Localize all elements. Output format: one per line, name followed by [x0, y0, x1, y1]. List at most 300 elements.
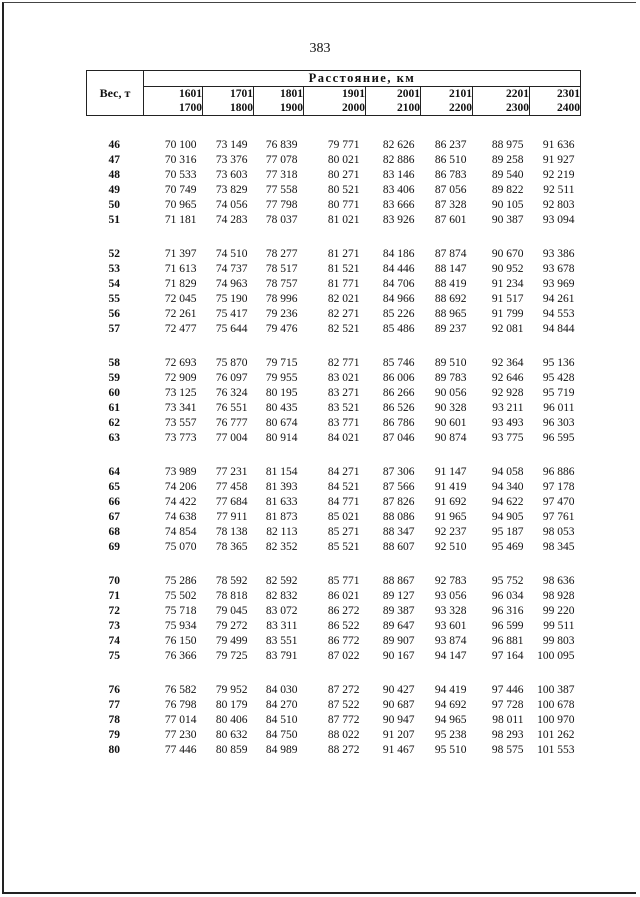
tariff-value-cell: 85 226 — [382, 308, 415, 320]
tariff-value-cell: 82 352 — [265, 541, 298, 553]
tariff-value-cell: 90 387 — [491, 214, 524, 226]
tariff-value-cell: 88 272 — [327, 744, 360, 756]
tariff-value-cell: 76 798 — [164, 699, 197, 711]
tariff-value-cell: 94 692 — [434, 699, 467, 711]
tariff-value-cell: 93 056 — [434, 590, 467, 602]
weight-cell: 69 — [108, 541, 120, 553]
table-row — [87, 322, 581, 337]
tariff-value-cell: 90 601 — [434, 417, 467, 429]
tariff-value-cell: 82 626 — [382, 139, 415, 151]
tariff-value-cell: 93 211 — [492, 402, 524, 414]
tariff-value-cell: 94 965 — [434, 714, 467, 726]
tariff-value-cell: 101 553 — [537, 744, 575, 756]
tariff-value-cell: 98 928 — [542, 590, 575, 602]
tariff-value-cell: 91 799 — [491, 308, 524, 320]
tariff-value-cell: 79 715 — [265, 357, 298, 369]
tariff-value-cell: 94 844 — [542, 323, 575, 335]
tariff-value-cell: 101 262 — [537, 729, 575, 741]
tariff-value-cell: 78 138 — [215, 526, 248, 538]
tariff-value-cell: 89 822 — [491, 184, 524, 196]
tariff-value-cell: 95 187 — [491, 526, 524, 538]
tariff-value-cell: 73 829 — [215, 184, 248, 196]
tariff-value-cell: 73 341 — [164, 402, 197, 414]
tariff-value-cell: 75 190 — [215, 293, 248, 305]
tariff-value-cell: 76 097 — [215, 372, 248, 384]
tariff-value-cell: 98 345 — [542, 541, 575, 553]
tariff-value-cell: 84 706 — [382, 278, 415, 290]
tariff-value-cell: 75 718 — [164, 605, 197, 617]
table-row — [87, 480, 581, 495]
tariff-value-cell: 72 261 — [164, 308, 197, 320]
tariff-value-cell: 72 045 — [164, 293, 197, 305]
tariff-value-cell: 72 693 — [164, 357, 197, 369]
tariff-value-cell: 97 178 — [542, 481, 575, 493]
table-row — [87, 589, 581, 604]
tariff-value-cell: 77 446 — [164, 744, 197, 756]
tariff-value-cell: 79 272 — [215, 620, 248, 632]
tariff-value-cell: 89 783 — [434, 372, 467, 384]
table-row — [87, 386, 581, 401]
range-to: 2100 — [397, 102, 420, 114]
tariff-value-cell: 92 081 — [491, 323, 524, 335]
tariff-value-cell: 92 646 — [491, 372, 524, 384]
tariff-value-cell: 100 970 — [537, 714, 575, 726]
table-row — [87, 431, 581, 446]
tariff-value-cell: 80 914 — [265, 432, 298, 444]
tariff-value-cell: 96 011 — [543, 402, 575, 414]
tariff-value-cell: 91 467 — [382, 744, 415, 756]
weight-cell: 56 — [108, 308, 120, 320]
weight-cell: 47 — [108, 154, 120, 166]
tariff-value-cell: 80 271 — [327, 169, 360, 181]
weight-cell: 49 — [108, 184, 120, 196]
range-from: 1601 — [179, 88, 202, 100]
group-separator — [87, 228, 581, 247]
weight-cell: 76 — [108, 684, 120, 696]
range-from: 2301 — [557, 88, 580, 100]
tariff-value-cell: 90 952 — [491, 263, 524, 275]
tariff-value-cell: 73 149 — [215, 139, 248, 151]
tariff-value-cell: 93 601 — [434, 620, 467, 632]
tariff-value-cell: 80 406 — [215, 714, 248, 726]
tariff-value-cell: 91 517 — [491, 293, 524, 305]
table-row — [87, 153, 581, 168]
tariff-value-cell: 86 772 — [327, 635, 360, 647]
tariff-value-cell: 76 582 — [164, 684, 197, 696]
tariff-value-cell: 98 011 — [492, 714, 524, 726]
tariff-value-cell: 89 127 — [382, 590, 415, 602]
tariff-value-cell: 78 277 — [265, 248, 298, 260]
tariff-value-cell: 89 647 — [382, 620, 415, 632]
tariff-value-cell: 74 854 — [164, 526, 197, 538]
group-separator — [87, 664, 581, 683]
range-header — [304, 87, 366, 116]
tariff-value-cell: 92 783 — [434, 575, 467, 587]
table-row — [87, 495, 581, 510]
tariff-value-cell: 74 056 — [215, 199, 248, 211]
tariff-value-cell: 75 286 — [164, 575, 197, 587]
tariff-value-cell: 75 502 — [164, 590, 197, 602]
tariff-value-cell: 87 772 — [327, 714, 360, 726]
weight-cell: 65 — [108, 481, 120, 493]
tariff-value-cell: 92 364 — [491, 357, 524, 369]
tariff-value-cell: 79 725 — [215, 650, 248, 662]
tariff-value-cell: 75 644 — [215, 323, 248, 335]
tariff-value-cell: 78 365 — [215, 541, 248, 553]
tariff-value-cell: 93 678 — [542, 263, 575, 275]
tariff-value-cell: 88 975 — [491, 139, 524, 151]
tariff-value-cell: 76 324 — [215, 387, 248, 399]
group-separator — [87, 116, 581, 139]
tariff-value-cell: 79 045 — [215, 605, 248, 617]
tariff-value-cell: 83 146 — [382, 169, 415, 181]
separator-cell — [87, 664, 581, 683]
table-row — [87, 168, 581, 183]
range-header — [254, 87, 304, 116]
tariff-value-cell: 82 592 — [265, 575, 298, 587]
tariff-value-cell: 93 874 — [434, 635, 467, 647]
table-row — [87, 356, 581, 371]
tariff-value-cell: 78 757 — [265, 278, 298, 290]
tariff-value-cell: 74 422 — [164, 496, 197, 508]
tariff-value-cell: 82 271 — [327, 308, 360, 320]
tariff-value-cell: 74 283 — [215, 214, 248, 226]
tariff-value-cell: 76 551 — [215, 402, 248, 414]
tariff-value-cell: 70 965 — [164, 199, 197, 211]
separator-cell — [87, 228, 581, 247]
tariff-value-cell: 86 006 — [382, 372, 415, 384]
tariff-value-cell: 84 966 — [382, 293, 415, 305]
tariff-value-cell: 73 376 — [215, 154, 248, 166]
tariff-value-cell: 77 911 — [216, 511, 248, 523]
separator-cell — [87, 555, 581, 574]
tariff-value-cell: 77 798 — [265, 199, 298, 211]
tariff-value-cell: 87 306 — [382, 466, 415, 478]
tariff-value-cell: 84 271 — [327, 466, 360, 478]
tariff-value-cell: 91 234 — [491, 278, 524, 290]
tariff-value-cell: 79 771 — [327, 139, 360, 151]
tariff-value-cell: 88 086 — [382, 511, 415, 523]
tariff-value-cell: 82 021 — [327, 293, 360, 305]
tariff-value-cell: 94 058 — [491, 466, 524, 478]
tariff-value-cell: 83 521 — [327, 402, 360, 414]
tariff-value-cell: 91 965 — [434, 511, 467, 523]
tariff-value-cell: 73 603 — [215, 169, 248, 181]
tariff-value-cell: 86 021 — [327, 590, 360, 602]
table-row — [87, 525, 581, 540]
tariff-value-cell: 89 237 — [434, 323, 467, 335]
range-to: 2400 — [557, 102, 580, 114]
tariff-value-cell: 76 366 — [164, 650, 197, 662]
tariff-value-cell: 86 266 — [382, 387, 415, 399]
tariff-value-cell: 96 599 — [491, 620, 524, 632]
range-from: 2001 — [397, 88, 420, 100]
tariff-value-cell: 83 311 — [266, 620, 298, 632]
weight-cell: 67 — [108, 511, 120, 523]
distance-column-header: Расстояние, км — [144, 71, 581, 87]
tariff-value-cell: 83 551 — [265, 635, 298, 647]
tariff-value-cell: 87 272 — [327, 684, 360, 696]
tariff-value-cell: 71 613 — [164, 263, 197, 275]
range-from: 1901 — [342, 88, 365, 100]
tariff-value-cell: 78 037 — [265, 214, 298, 226]
tariff-value-cell: 95 510 — [434, 744, 467, 756]
tariff-value-cell: 99 803 — [542, 635, 575, 647]
range-header — [473, 87, 530, 116]
weight-cell: 80 — [108, 744, 120, 756]
table-row — [87, 510, 581, 525]
tariff-value-cell: 76 777 — [215, 417, 248, 429]
tariff-value-cell: 77 230 — [164, 729, 197, 741]
weight-cell: 46 — [108, 139, 120, 151]
tariff-value-cell: 90 328 — [434, 402, 467, 414]
tariff-value-cell: 97 470 — [542, 496, 575, 508]
tariff-value-cell: 91 147 — [434, 466, 467, 478]
tariff-value-cell: 70 100 — [164, 139, 197, 151]
table-row — [87, 262, 581, 277]
tariff-value-cell: 95 469 — [491, 541, 524, 553]
tariff-value-cell: 82 771 — [327, 357, 360, 369]
tariff-value-cell: 79 952 — [215, 684, 248, 696]
tariff-value-cell: 85 746 — [382, 357, 415, 369]
tariff-value-cell: 89 387 — [382, 605, 415, 617]
tariff-value-cell: 96 316 — [491, 605, 524, 617]
tariff-value-cell: 86 237 — [434, 139, 467, 151]
tariff-value-cell: 85 486 — [382, 323, 415, 335]
tariff-value-cell: 91 636 — [542, 139, 575, 151]
tariff-value-cell: 89 510 — [434, 357, 467, 369]
table-row — [87, 213, 581, 228]
tariff-value-cell: 73 773 — [164, 432, 197, 444]
table-row — [87, 401, 581, 416]
tariff-value-cell: 78 592 — [215, 575, 248, 587]
tariff-value-cell: 81 393 — [265, 481, 298, 493]
tariff-value-cell: 92 237 — [434, 526, 467, 538]
weight-cell: 48 — [108, 169, 120, 181]
tariff-value-cell: 74 510 — [215, 248, 248, 260]
tariff-value-cell: 94 147 — [434, 650, 467, 662]
tariff-value-cell: 71 397 — [164, 248, 197, 260]
tariff-value-cell: 92 510 — [434, 541, 467, 553]
tariff-value-cell: 97 446 — [491, 684, 524, 696]
tariff-value-cell: 77 078 — [265, 154, 298, 166]
tariff-value-cell: 86 526 — [382, 402, 415, 414]
tariff-value-cell: 83 791 — [265, 650, 298, 662]
tariff-value-cell: 80 195 — [265, 387, 298, 399]
tariff-value-cell: 92 219 — [542, 169, 575, 181]
range-to: 1800 — [230, 102, 253, 114]
tariff-value-cell: 84 446 — [382, 263, 415, 275]
tariff-value-cell: 88 022 — [327, 729, 360, 741]
table-row — [87, 183, 581, 198]
tariff-value-cell: 85 021 — [327, 511, 360, 523]
range-from: 1701 — [230, 88, 253, 100]
tariff-value-cell: 85 771 — [327, 575, 360, 587]
tariff-value-cell: 87 328 — [434, 199, 467, 211]
tariff-value-cell: 83 271 — [327, 387, 360, 399]
tariff-value-cell: 75 870 — [215, 357, 248, 369]
weight-cell: 79 — [108, 729, 120, 741]
tariff-value-cell: 86 272 — [327, 605, 360, 617]
tariff-value-cell: 80 632 — [215, 729, 248, 741]
tariff-value-cell: 84 030 — [265, 684, 298, 696]
tariff-value-cell: 72 477 — [164, 323, 197, 335]
weight-cell: 61 — [108, 402, 120, 414]
tariff-value-cell: 73 989 — [164, 466, 197, 478]
weight-cell: 71 — [108, 590, 120, 602]
tariff-value-cell: 98 575 — [491, 744, 524, 756]
tariff-value-cell: 83 926 — [382, 214, 415, 226]
weight-cell: 58 — [108, 357, 120, 369]
tariff-value-cell: 97 728 — [491, 699, 524, 711]
weight-cell: 75 — [108, 650, 120, 662]
tariff-value-cell: 93 969 — [542, 278, 575, 290]
tariff-value-cell: 82 832 — [265, 590, 298, 602]
tariff-value-cell: 83 771 — [327, 417, 360, 429]
tariff-value-cell: 90 670 — [491, 248, 524, 260]
tariff-value-cell: 93 493 — [491, 417, 524, 429]
tariff-value-cell: 88 419 — [434, 278, 467, 290]
range-from: 1801 — [280, 88, 303, 100]
tariff-value-cell: 86 510 — [434, 154, 467, 166]
tariff-value-cell: 79 499 — [215, 635, 248, 647]
range-from: 2101 — [449, 88, 472, 100]
range-header — [366, 87, 421, 116]
tariff-value-cell: 90 167 — [382, 650, 415, 662]
tariff-value-cell: 78 517 — [265, 263, 298, 275]
tariff-value-cell: 81 521 — [327, 263, 360, 275]
tariff-value-cell: 87 046 — [382, 432, 415, 444]
table-row — [87, 604, 581, 619]
tariff-value-cell: 93 386 — [542, 248, 575, 260]
tariff-value-cell: 82 113 — [266, 526, 298, 538]
weight-cell: 55 — [108, 293, 120, 305]
tariff-value-cell: 76 839 — [265, 139, 298, 151]
tariff-value-cell: 78 996 — [265, 293, 298, 305]
tariff-value-cell: 88 867 — [382, 575, 415, 587]
tariff-value-cell: 90 687 — [382, 699, 415, 711]
table-row — [87, 574, 581, 589]
tariff-value-cell: 95 719 — [542, 387, 575, 399]
table-row — [87, 540, 581, 555]
tariff-value-cell: 83 072 — [265, 605, 298, 617]
tariff-value-cell: 87 601 — [434, 214, 467, 226]
tariff-value-cell: 96 595 — [542, 432, 575, 444]
tariff-value-cell: 98 293 — [491, 729, 524, 741]
tariff-value-cell: 74 963 — [215, 278, 248, 290]
tariff-value-cell: 84 186 — [382, 248, 415, 260]
tariff-value-cell: 96 881 — [491, 635, 524, 647]
table-row — [87, 277, 581, 292]
tariff-value-cell: 97 761 — [542, 511, 575, 523]
page-number: 383 — [309, 41, 331, 56]
tariff-value-cell: 70 749 — [164, 184, 197, 196]
tariff-value-cell: 77 004 — [215, 432, 248, 444]
tariff-value-cell: 86 786 — [382, 417, 415, 429]
weight-cell: 51 — [108, 214, 120, 226]
tariff-value-cell: 88 607 — [382, 541, 415, 553]
tariff-value-cell: 87 056 — [434, 184, 467, 196]
table-row — [87, 743, 581, 758]
weight-cell: 59 — [108, 372, 120, 384]
tariff-value-cell: 75 417 — [215, 308, 248, 320]
weight-cell: 63 — [108, 432, 120, 444]
tariff-value-cell: 74 638 — [164, 511, 197, 523]
tariff-value-cell: 89 540 — [491, 169, 524, 181]
separator-cell — [87, 446, 581, 465]
weight-cell: 54 — [108, 278, 120, 290]
table-row — [87, 247, 581, 262]
table-row — [87, 619, 581, 634]
table-row — [87, 138, 581, 153]
weight-cell: 77 — [108, 699, 120, 711]
tariff-value-cell: 95 136 — [542, 357, 575, 369]
tariff-value-cell: 75 934 — [164, 620, 197, 632]
tariff-value-cell: 80 021 — [327, 154, 360, 166]
tariff-value-cell: 77 458 — [215, 481, 248, 493]
range-header — [530, 87, 581, 116]
tariff-value-cell: 81 021 — [327, 214, 360, 226]
weight-cell: 74 — [108, 635, 120, 647]
tariff-value-cell: 80 674 — [265, 417, 298, 429]
range-header — [421, 87, 473, 116]
tariff-value-cell: 77 231 — [215, 466, 248, 478]
tariff-value-cell: 80 771 — [327, 199, 360, 211]
tariff-value-cell: 87 522 — [327, 699, 360, 711]
tariff-value-cell: 85 521 — [327, 541, 360, 553]
table-body — [87, 116, 581, 759]
tariff-value-cell: 92 803 — [542, 199, 575, 211]
weight-cell: 78 — [108, 714, 120, 726]
tariff-value-cell: 95 238 — [434, 729, 467, 741]
tariff-value-cell: 81 154 — [265, 466, 298, 478]
weight-cell: 66 — [108, 496, 120, 508]
tariff-value-cell: 71 181 — [164, 214, 197, 226]
tariff-value-cell: 90 427 — [382, 684, 415, 696]
tariff-value-cell: 77 014 — [164, 714, 197, 726]
weight-cell: 53 — [108, 263, 120, 275]
table-row — [87, 416, 581, 431]
weight-cell: 73 — [108, 620, 120, 632]
tariff-value-cell: 78 818 — [215, 590, 248, 602]
tariff-value-cell: 90 947 — [382, 714, 415, 726]
tariff-value-cell: 86 522 — [327, 620, 360, 632]
tariff-value-cell: 80 179 — [215, 699, 248, 711]
range-from: 2201 — [506, 88, 529, 100]
tariff-value-cell: 76 150 — [164, 635, 197, 647]
tariff-value-cell: 83 666 — [382, 199, 415, 211]
weight-cell: 50 — [108, 199, 120, 211]
tariff-value-cell: 84 521 — [327, 481, 360, 493]
table-row — [87, 371, 581, 386]
tariff-value-cell: 77 684 — [215, 496, 248, 508]
tariff-value-cell: 96 886 — [542, 466, 575, 478]
tariff-value-cell: 87 566 — [382, 481, 415, 493]
tariff-value-cell: 100 678 — [537, 699, 575, 711]
tariff-value-cell: 70 316 — [164, 154, 197, 166]
tariff-value-cell: 91 419 — [434, 481, 467, 493]
tariff-value-cell: 100 387 — [537, 684, 575, 696]
tariff-value-cell: 88 147 — [434, 263, 467, 275]
tariff-value-cell: 90 056 — [434, 387, 467, 399]
tariff-value-cell: 81 271 — [327, 248, 360, 260]
tariff-value-cell: 88 965 — [434, 308, 467, 320]
range-to: 2300 — [506, 102, 529, 114]
tariff-value-cell: 70 533 — [164, 169, 197, 181]
tariff-value-cell: 86 783 — [434, 169, 467, 181]
tariff-value-cell: 82 521 — [327, 323, 360, 335]
range-to: 1900 — [280, 102, 303, 114]
